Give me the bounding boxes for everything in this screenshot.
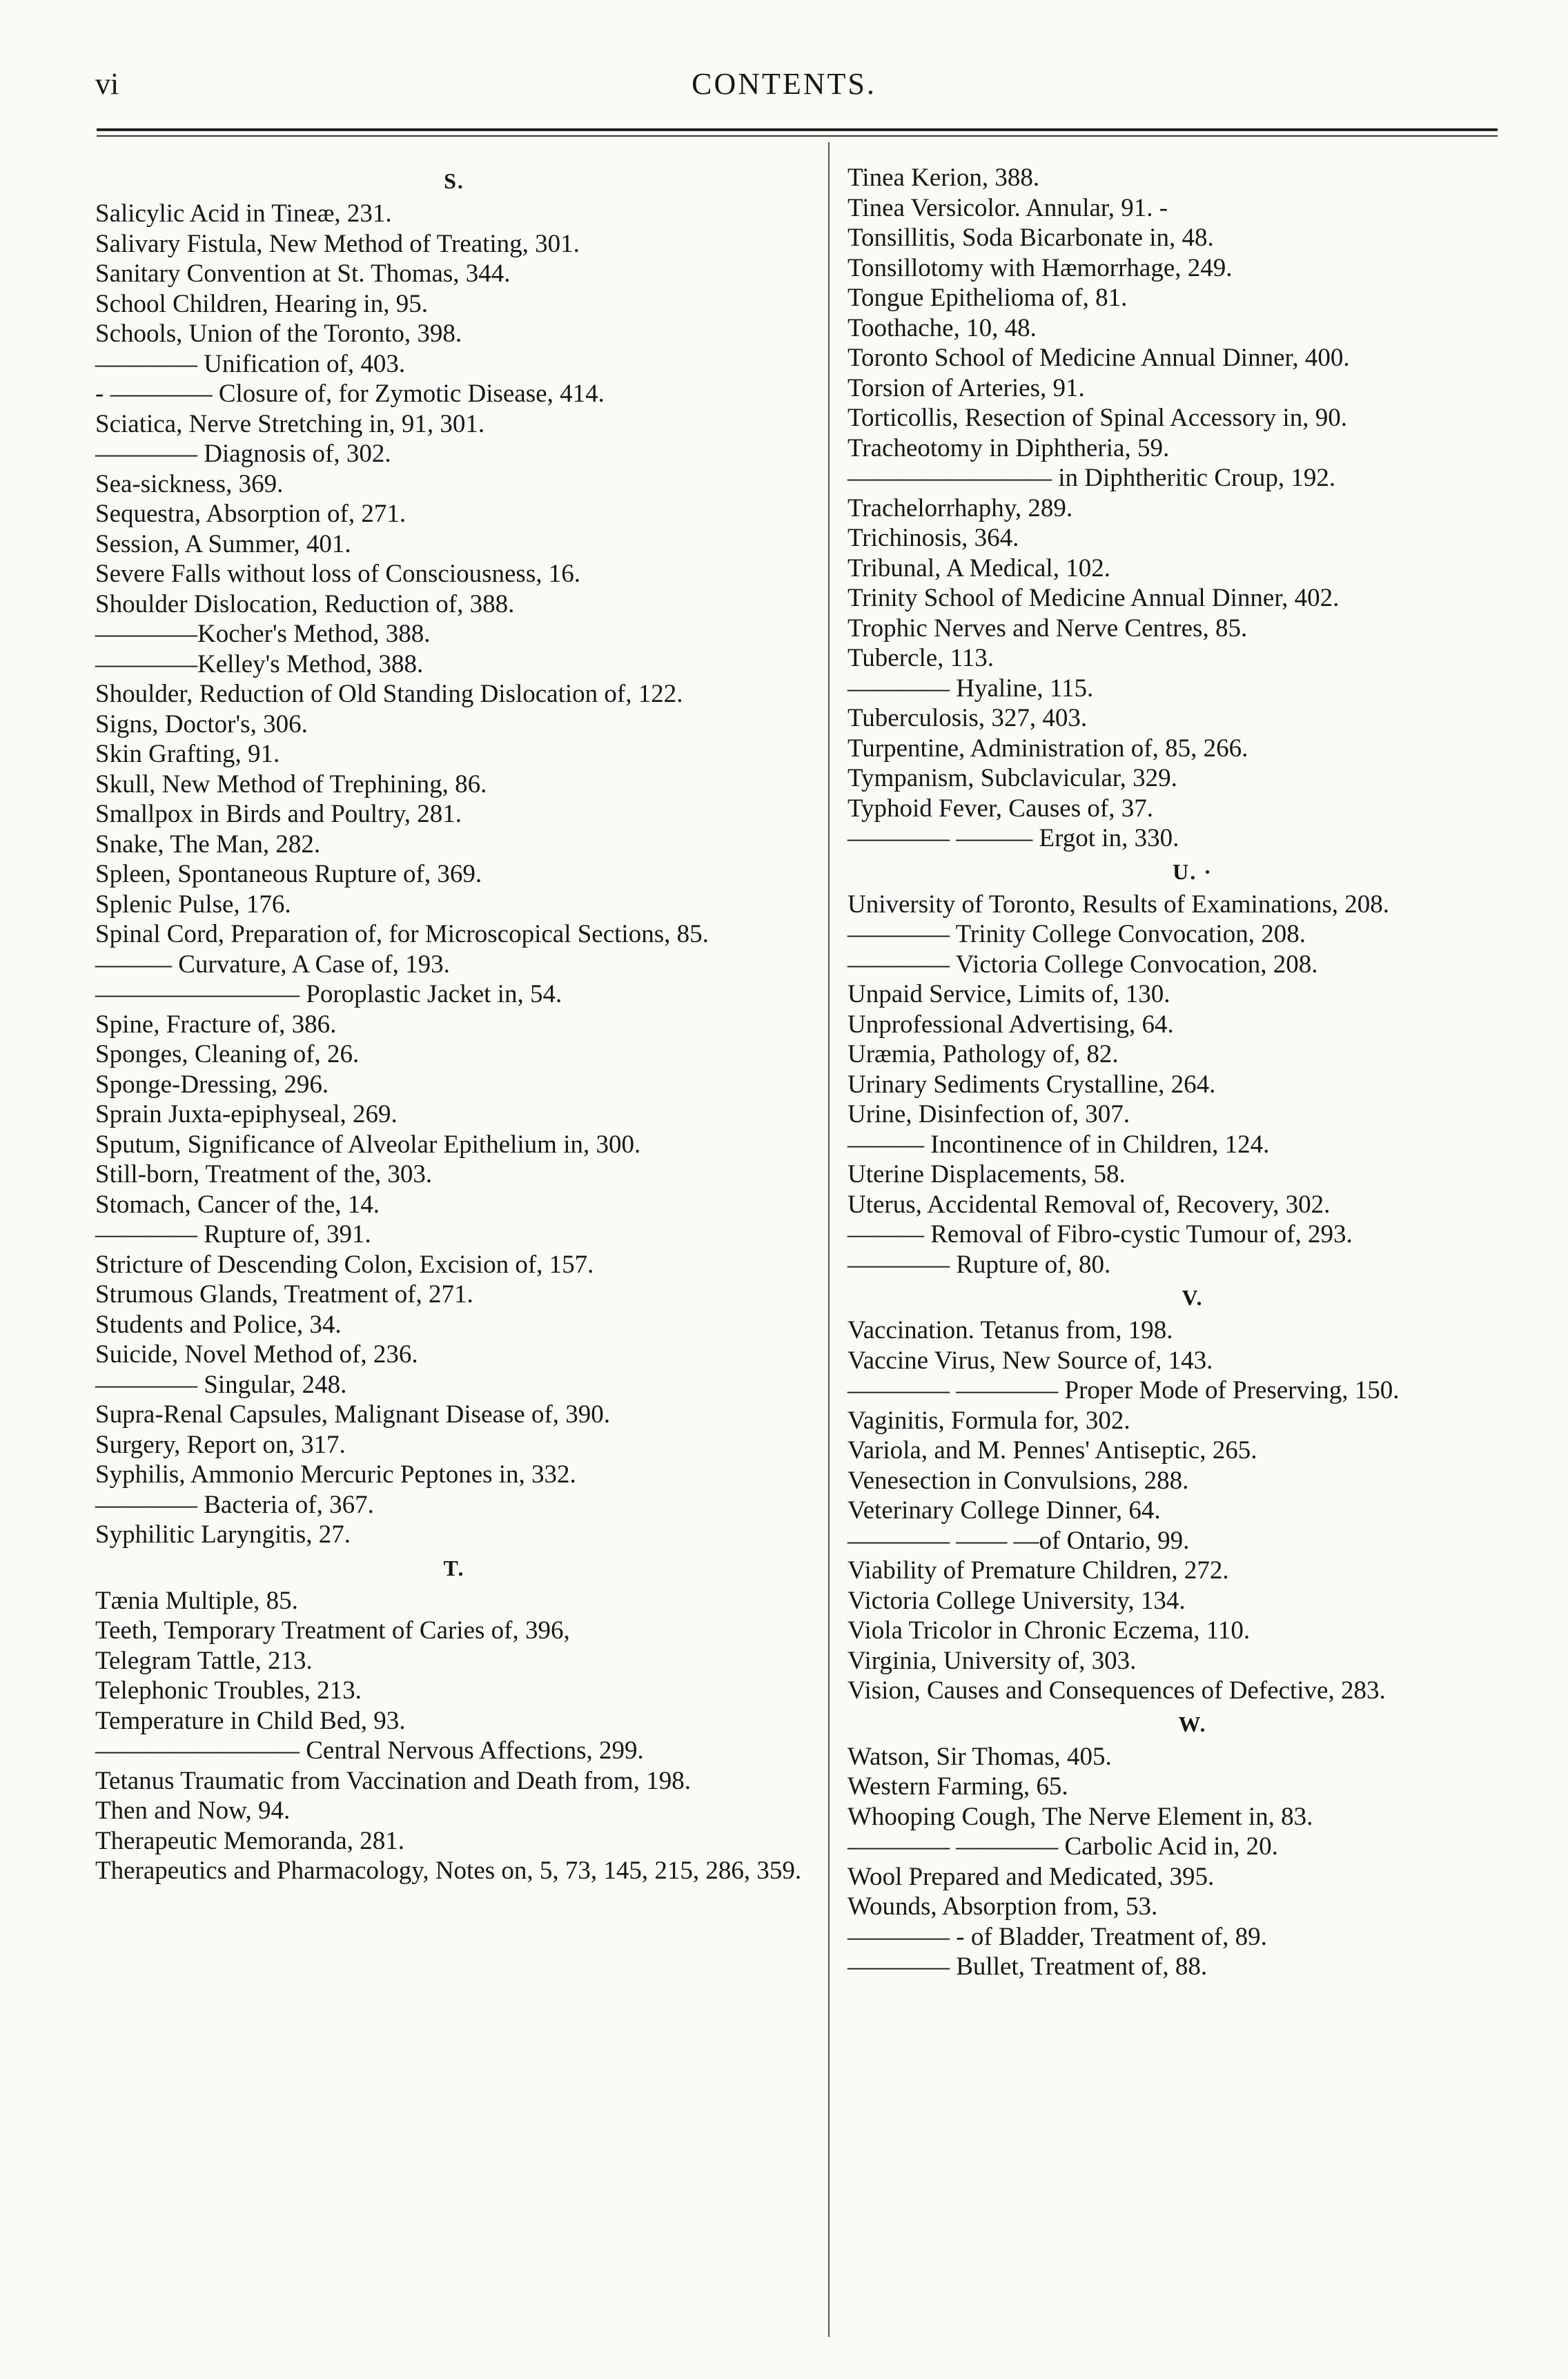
- index-subentry: - ———— Closure of, for Zymotic Disease, 414.: [95, 380, 605, 408]
- index-entry: Vision, Causes and Consequences of Defective, 283.: [847, 1676, 1386, 1705]
- index-entry: Skull, New Method of Trephining, 86.: [95, 770, 487, 799]
- index-entry: Urine, Disinfection of, 307.: [847, 1100, 1130, 1128]
- index-entry: Vaccination. Tetanus from, 198.: [847, 1316, 1173, 1344]
- index-entry: Then and Now, 94.: [95, 1797, 291, 1825]
- index-entry: Sprain Juxta-epiphyseal, 269.: [95, 1100, 398, 1128]
- index-entry: Trichinosis, 364.: [847, 524, 1019, 552]
- index-entry: Tinea Versicolor. Annular, 91. -: [847, 193, 1168, 222]
- index-entry: Torsion of Arteries, 91.: [847, 373, 1085, 402]
- index-entry: Tracheotomy in Diphtheria, 59.: [847, 433, 1170, 462]
- index-entry: Urinary Sediments Crystalline, 264.: [847, 1070, 1216, 1099]
- index-entry: Toronto School of Medicine Annual Dinner, 400.: [847, 344, 1350, 372]
- index-entry: Torticollis, Resection of Spinal Accessory in, 90.: [847, 404, 1347, 432]
- index-entry: Sputum, Significance of Alveolar Epithelium in, 300.: [95, 1130, 641, 1159]
- index-subentry: ———— ———— Proper Mode of Preserving, 150.: [847, 1376, 1400, 1404]
- index-subentry: ——— Removal of Fibro-cystic Tumour of, 293.: [847, 1220, 1353, 1249]
- left-column: [95, 163, 813, 1886]
- index-subentry: ———— Victoria College Convocation, 208.: [847, 950, 1318, 979]
- index-entry: Variola, and M. Pennes' Antiseptic, 265.: [847, 1436, 1257, 1465]
- section-letter: S.: [444, 168, 464, 193]
- index-entry: Shoulder, Reduction of Old Standing Dislocation of, 122.: [95, 680, 683, 708]
- index-entry: Tubercle, 113.: [847, 644, 994, 672]
- index-entry: Spine, Fracture of, 386.: [95, 1010, 337, 1039]
- index-entry: Unprofessional Advertising, 64.: [847, 1010, 1174, 1039]
- index-entry: Trinity School of Medicine Annual Dinner, 402.: [847, 584, 1340, 612]
- index-entry: Turpentine, Administration of, 85, 266.: [847, 734, 1248, 763]
- index-entry: Therapeutic Memoranda, 281.: [95, 1826, 404, 1855]
- index-entry: Temperature in Child Bed, 93.: [95, 1706, 406, 1735]
- index-subentry: ———— - of Bladder, Treatment of, 89.: [847, 1922, 1267, 1951]
- index-subentry: ———— Unification of, 403.: [95, 349, 406, 378]
- index-entry: Typhoid Fever, Causes of, 37.: [847, 794, 1153, 823]
- index-subentry: ———— Bullet, Treatment of, 88.: [847, 1952, 1208, 1981]
- index-entry: Session, A Summer, 401.: [95, 529, 351, 558]
- index-entry: Tinea Kerion, 388.: [847, 164, 1040, 192]
- section-letter: W.: [1178, 1711, 1207, 1736]
- index-entry: Skin Grafting, 91.: [95, 740, 280, 768]
- index-entry: Venesection in Convulsions, 288.: [847, 1466, 1189, 1495]
- index-entry: Salivary Fistula, New Method of Treating, 301.: [95, 229, 580, 258]
- index-subentry: ———————— in Diphtheritic Croup, 192.: [847, 464, 1336, 492]
- index-subentry: ———— Diagnosis of, 302.: [95, 440, 391, 468]
- index-entry: Sequestra, Absorption of, 271.: [95, 500, 406, 528]
- index-entry: Wounds, Absorption from, 53.: [847, 1892, 1158, 1921]
- index-entry: Snake, The Man, 282.: [95, 830, 321, 859]
- section-letter: U. ·: [1173, 859, 1213, 884]
- index-subentry: ——— Curvature, A Case of, 193.: [95, 950, 450, 979]
- index-entry: Veterinary College Dinner, 64.: [847, 1496, 1161, 1525]
- section-letter: V.: [1182, 1285, 1204, 1310]
- column-divider: [828, 142, 830, 2337]
- index-subentry: ——— Incontinence of in Children, 124.: [847, 1130, 1270, 1159]
- index-entry: Still-born, Treatment of the, 303.: [95, 1160, 433, 1188]
- index-entry: Telegram Tattle, 213.: [95, 1646, 313, 1675]
- index-entry: Tongue Epithelioma of, 81.: [847, 284, 1128, 312]
- index-entry: Spinal Cord, Preparation of, for Microscopical Sections, 85.: [95, 920, 709, 948]
- index-entry: Salicylic Acid in Tineæ, 231.: [95, 199, 392, 228]
- index-entry: Victoria College University, 134.: [847, 1586, 1186, 1615]
- index-entry: Spleen, Spontaneous Rupture of, 369.: [95, 860, 482, 888]
- index-entry: University of Toronto, Results of Examinations, 208.: [847, 890, 1389, 919]
- index-entry: Surgery, Report on, 317.: [95, 1430, 346, 1459]
- index-entry: Trophic Nerves and Nerve Centres, 85.: [847, 614, 1248, 643]
- index-entry: Syphilis, Ammonio Mercuric Peptones in, 332.: [95, 1460, 576, 1489]
- index-subentry: ———————— Poroplastic Jacket in, 54.: [95, 980, 562, 1008]
- index-entry: Virginia, University of, 303.: [847, 1646, 1137, 1675]
- index-entry: Western Farming, 65.: [847, 1772, 1068, 1801]
- index-entry: Vaginitis, Formula for, 302.: [847, 1406, 1130, 1435]
- index-entry: Sciatica, Nerve Stretching in, 91, 301.: [95, 409, 485, 438]
- index-subentry: ———— ——— Ergot in, 330.: [847, 824, 1179, 852]
- index-entry: Smallpox in Birds and Poultry, 281.: [95, 800, 462, 828]
- index-entry: Teeth, Temporary Treatment of Caries of, 396,: [95, 1616, 570, 1645]
- index-subentry: ———— Rupture of, 391.: [95, 1220, 371, 1249]
- index-subentry: ———— ———— Carbolic Acid in, 20.: [847, 1832, 1278, 1861]
- index-subentry: ———— Singular, 248.: [95, 1370, 347, 1399]
- index-entry: Tympanism, Subclavicular, 329.: [847, 764, 1177, 792]
- index-entry: Supra-Renal Capsules, Malignant Disease of, 390.: [95, 1400, 611, 1429]
- index-subentry: ———— —— —of Ontario, 99.: [847, 1526, 1190, 1555]
- index-entry: Watson, Sir Thomas, 405.: [847, 1742, 1112, 1771]
- index-subentry: ————Kelley's Method, 388.: [95, 649, 424, 678]
- index-entry: Sanitary Convention at St. Thomas, 344.: [95, 260, 511, 288]
- index-subentry: ———————— Central Nervous Affections, 299.: [95, 1736, 644, 1765]
- index-entry: Sponge-Dressing, 296.: [95, 1070, 329, 1099]
- index-entry: Therapeutics and Pharmacology, Notes on, 5, 73, 145, 215, 286, 359.: [95, 1857, 802, 1885]
- index-entry: Tonsillitis, Soda Bicarbonate in, 48.: [847, 224, 1214, 252]
- running-head: CONTENTS.: [692, 67, 876, 101]
- index-entry: Stomach, Cancer of the, 14.: [95, 1190, 380, 1219]
- index-entry: Suicide, Novel Method of, 236.: [95, 1340, 418, 1369]
- index-entry: Trachelorrhaphy, 289.: [847, 493, 1073, 522]
- index-entry: Whooping Cough, The Nerve Element in, 83.: [847, 1802, 1313, 1831]
- index-entry: Sponges, Cleaning of, 26.: [95, 1040, 360, 1068]
- index-subentry: ———— Trinity College Convocation, 208.: [847, 920, 1306, 948]
- index-entry: Toothache, 10, 48.: [847, 313, 1037, 342]
- index-entry: School Children, Hearing in, 95.: [95, 289, 428, 318]
- index-entry: Sea-sickness, 369.: [95, 469, 284, 498]
- index-subentry: ———— Rupture of, 80.: [847, 1250, 1111, 1279]
- index-entry: Vaccine Virus, New Source of, 143.: [847, 1346, 1213, 1375]
- index-entry: Viola Tricolor in Chronic Eczema, 110.: [847, 1616, 1251, 1645]
- index-entry: Wool Prepared and Medicated, 395.: [847, 1862, 1215, 1891]
- index-entry: Stricture of Descending Colon, Excision of, 157.: [95, 1250, 594, 1279]
- index-entry: Strumous Glands, Treatment of, 271.: [95, 1280, 473, 1309]
- index-entry: Uræmia, Pathology of, 82.: [847, 1040, 1119, 1068]
- index-entry: Splenic Pulse, 176.: [95, 890, 291, 919]
- index-entry: Tribunal, A Medical, 102.: [847, 554, 1110, 582]
- index-entry: Uterine Displacements, 58.: [847, 1160, 1126, 1188]
- right-column: [847, 163, 1538, 1982]
- index-entry: Students and Police, 34.: [95, 1310, 342, 1339]
- index-entry: Signs, Doctor's, 306.: [95, 709, 308, 738]
- index-entry: Tonsillotomy with Hæmorrhage, 249.: [847, 253, 1233, 282]
- index-entry: Syphilitic Laryngitis, 27.: [95, 1520, 351, 1549]
- index-entry: Unpaid Service, Limits of, 130.: [847, 980, 1170, 1008]
- index-entry: Schools, Union of the Toronto, 398.: [95, 320, 462, 348]
- index-entry: Viability of Premature Children, 272.: [847, 1556, 1229, 1585]
- index-entry: Tænia Multiple, 85.: [95, 1586, 298, 1615]
- index-entry: Shoulder Dislocation, Reduction of, 388.: [95, 589, 515, 618]
- index-entry: Tuberculosis, 327, 403.: [847, 704, 1088, 732]
- header-rule: [97, 128, 1498, 131]
- index-subentry: ————Kocher's Method, 388.: [95, 620, 431, 648]
- index-subentry: ———— Bacteria of, 367.: [95, 1490, 374, 1519]
- section-letter: T.: [443, 1555, 465, 1580]
- index-entry: Severe Falls without loss of Consciousness, 16.: [95, 560, 580, 588]
- index-entry: Telephonic Troubles, 213.: [95, 1676, 362, 1705]
- index-entry: Uterus, Accidental Removal of, Recovery, 302.: [847, 1190, 1331, 1219]
- header-rule-thin: [97, 135, 1498, 137]
- index-entry: Tetanus Traumatic from Vaccination and Death from, 198.: [95, 1766, 691, 1795]
- page-number: vi: [95, 67, 119, 101]
- index-subentry: ———— Hyaline, 115.: [847, 674, 1094, 703]
